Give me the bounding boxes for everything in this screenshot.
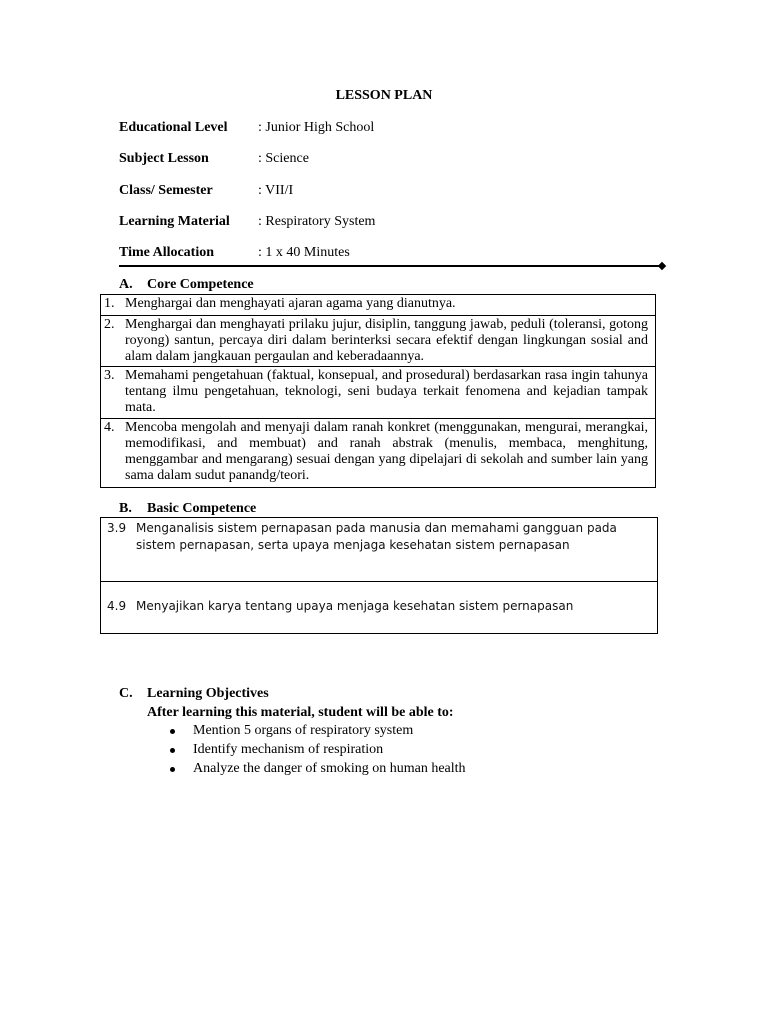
objectives-intro: After learning this material, student will be able to: bbox=[147, 705, 454, 720]
section-title: Core Competence bbox=[147, 277, 254, 292]
row-number: 3. bbox=[104, 368, 115, 383]
meta-value: : VII/I bbox=[258, 183, 294, 198]
meta-label: Time Allocation bbox=[119, 245, 215, 260]
row-text: Menghargai dan menghayati ajaran agama yang dianutnya. bbox=[125, 296, 456, 311]
document-title: LESSON PLAN bbox=[335, 88, 433, 103]
meta-value: : Junior High School bbox=[258, 120, 375, 135]
section-letter: B. bbox=[119, 501, 132, 516]
list-item-text: Mention 5 organs of respiratory system bbox=[193, 723, 414, 738]
meta-value: : Respiratory System bbox=[258, 214, 376, 229]
row-number: 4. bbox=[104, 420, 115, 435]
row-text: Menyajikan karya tentang upaya menjaga kesehatan sistem pernapasan bbox=[136, 599, 574, 613]
table-row bbox=[101, 316, 655, 367]
row-text: Menganalisis sistem pernapasan pada manusia dan memahami gangguan pada sistem pernapasan, serta upaya menjaga kesehatan sistem pernapasan bbox=[136, 521, 617, 552]
list-item bbox=[170, 742, 466, 761]
core-competence-table bbox=[100, 294, 656, 488]
bullet-icon bbox=[170, 767, 175, 772]
list-item bbox=[170, 761, 466, 780]
section-heading-basic-competence bbox=[119, 501, 256, 517]
row-text: Mencoba mengolah and menyaji dalam ranah konkret (menggunakan, mengurai, merangkai, memodifikasi, and membuat) and ranah abstrak (menulis, membaca, menghitung, menggambar and mengarang) sesuai dengan yang dipelajari di sekolah and sumber lain yang sama dalam sudut panandg/teori. bbox=[125, 420, 648, 483]
section-heading-learning-objectives bbox=[119, 686, 269, 702]
table-row bbox=[101, 518, 657, 582]
objectives-list bbox=[170, 723, 466, 780]
list-item-text: Identify mechanism of respiration bbox=[193, 742, 384, 757]
meta-label: Educational Level bbox=[119, 120, 228, 135]
row-number: 2. bbox=[104, 317, 115, 332]
divider-end-marker bbox=[658, 262, 666, 270]
list-item bbox=[170, 723, 466, 742]
header-divider bbox=[119, 265, 662, 267]
row-text: Menghargai dan menghayati prilaku jujur, disiplin, tanggung jawab, peduli (toleransi, gotong royong) santun, percaya diri dalam berinterksi secara efektif dengan lingkungan sosial and alam dalam jangkauan pergaulan and keberadaannya. bbox=[125, 317, 648, 364]
meta-label: Subject Lesson bbox=[119, 151, 209, 166]
section-title: Basic Competence bbox=[147, 501, 257, 516]
meta-label: Learning Material bbox=[119, 214, 230, 229]
meta-value: : 1 x 40 Minutes bbox=[258, 245, 350, 260]
section-letter: C. bbox=[119, 686, 133, 701]
meta-label: Class/ Semester bbox=[119, 183, 213, 198]
table-row bbox=[101, 419, 655, 487]
list-item-text: Analyze the danger of smoking on human health bbox=[193, 761, 466, 776]
meta-value: : Science bbox=[258, 151, 309, 166]
row-number: 3.9 bbox=[107, 521, 127, 535]
basic-competence-table bbox=[100, 517, 658, 634]
section-letter: A. bbox=[119, 277, 133, 292]
row-number: 4.9 bbox=[107, 599, 127, 613]
table-row bbox=[101, 367, 655, 419]
table-row bbox=[101, 582, 657, 633]
bullet-icon bbox=[170, 729, 175, 734]
bullet-icon bbox=[170, 748, 175, 753]
section-heading-core-competence bbox=[119, 277, 254, 293]
section-title: Learning Objectives bbox=[147, 686, 269, 701]
row-text: Memahami pengetahuan (faktual, konsepual, and prosedural) berdasarkan rasa ingin tahunya tentang ilmu pengetahuan, teknologi, seni budaya terkait fenomena and kejadian tampak mata. bbox=[125, 368, 648, 415]
table-row bbox=[101, 295, 655, 316]
row-number: 1. bbox=[104, 296, 115, 311]
